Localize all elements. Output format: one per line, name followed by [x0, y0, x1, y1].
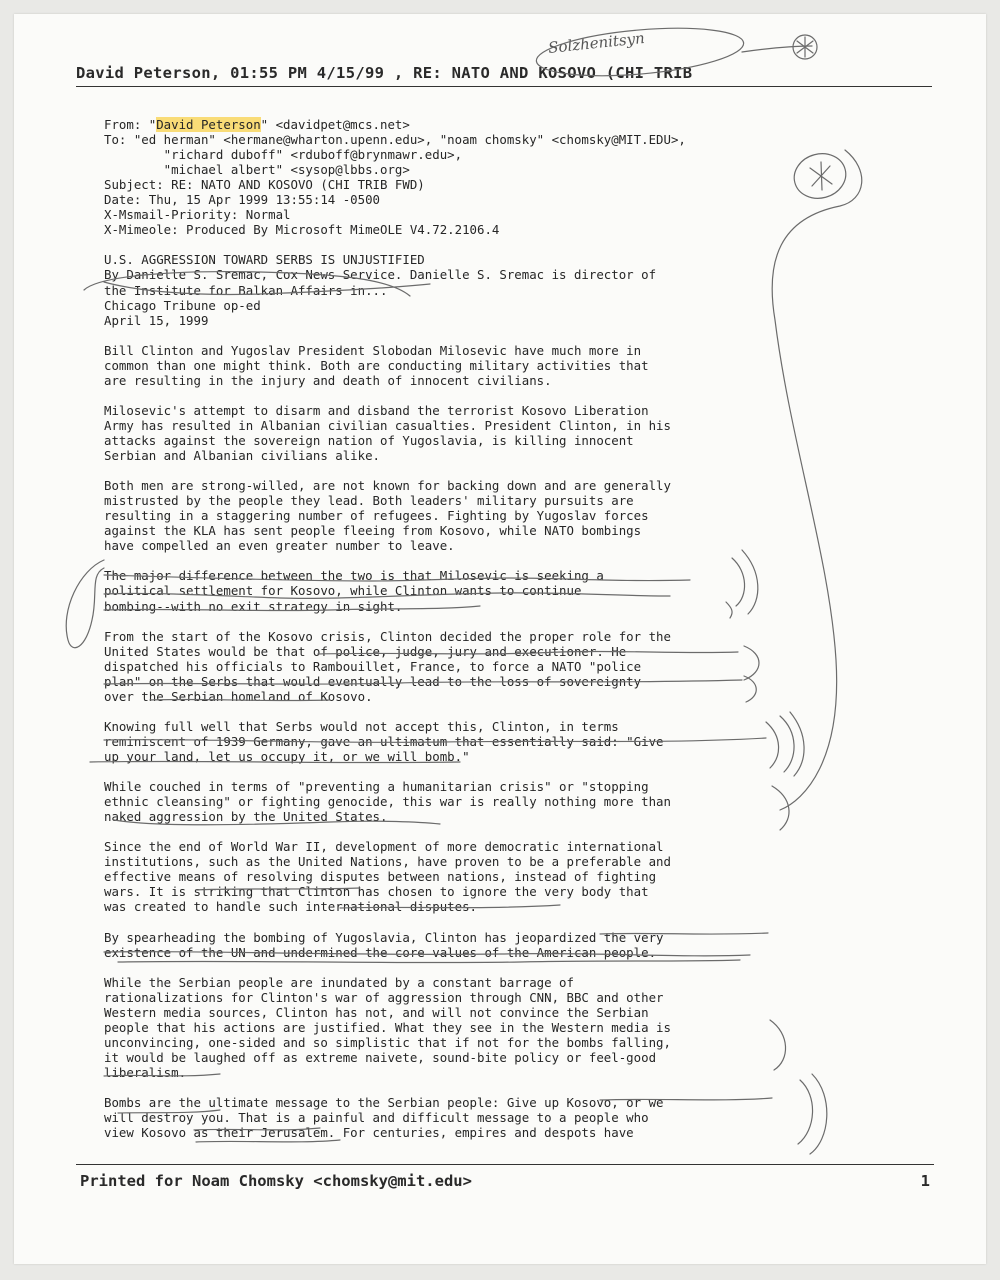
paragraph-line: While couched in terms of "preventing a humanitarian crisis" or "stopping — [104, 779, 649, 795]
paragraph-line: over the Serbian homeland of Kosovo. — [104, 688, 373, 704]
page-footer — [80, 1172, 930, 1190]
article-paragraph — [104, 930, 794, 960]
page-number: 1 — [920, 1172, 930, 1190]
paragraph-line: Bombs are the ultimate message to the Serbian people: Give up Kosovo, or we — [104, 1095, 664, 1111]
paragraph-line: liberalism. — [104, 1064, 187, 1080]
email-subject: Subject: RE: NATO AND KOSOVO (CHI TRIB FWD) — [104, 177, 425, 193]
article-paragraph — [104, 719, 794, 764]
paragraph-line: Western media sources, Clinton has not, and will not convince the Serbian — [104, 1004, 649, 1020]
paragraph-line: From the start of the Kosovo crisis, Clinton decided the proper role for the — [104, 628, 671, 644]
paragraph-line: have compelled an even greater number to leave. — [104, 538, 455, 554]
paragraph-line: up your land, let us occupy it, or we will bomb." — [104, 748, 470, 764]
paragraph-line: While the Serbian people are inundated by a constant barrage of — [104, 974, 574, 990]
article-paragraph — [104, 839, 794, 914]
paragraph-line: By spearheading the bombing of Yugoslavia, Clinton has jeopardized the very — [104, 929, 664, 945]
email-to-line: "michael albert" <sysop@lbbs.org> — [104, 162, 410, 178]
article-byline: the Institute for Balkan Affairs in... — [104, 282, 388, 298]
handwritten-note: Solzhenitsyn — [547, 28, 646, 58]
paragraph-line: view Kosovo as their Jerusalem. For centuries, empires and despots have — [104, 1125, 634, 1141]
paragraph-line: naked aggression by the United States. — [104, 809, 388, 825]
paragraph-line: plan" on the Serbs that would eventually lead to the loss of sovereignty — [104, 673, 642, 689]
email-date: Date: Thu, 15 Apr 1999 13:55:14 -0500 — [104, 192, 381, 208]
paragraph-line: institutions, such as the United Nations, have proven to be a preferable and — [104, 854, 671, 870]
article-date: April 15, 1999 — [104, 312, 209, 328]
paragraph-line: common than one might think. Both are conducting military activities that — [104, 357, 649, 373]
paragraph-line: Knowing full well that Serbs would not accept this, Clinton, in terms — [104, 718, 619, 734]
paragraph-line: Milosevic's attempt to disarm and disband the terrorist Kosovo Liberation — [104, 402, 649, 418]
article-paragraph — [104, 779, 794, 824]
header-rule — [76, 86, 932, 87]
paragraph-line: effective means of resolving disputes between nations, instead of fighting — [104, 869, 657, 885]
article-paragraph — [104, 478, 794, 553]
paragraph-line: Since the end of World War II, development of more democratic international — [104, 839, 664, 855]
printed-for-label: Printed for Noam Chomsky <chomsky@mit.edu> — [80, 1172, 472, 1190]
paragraph-line: reminiscent of 1939 Germany, gave an ultimatum that essentially said: "Give — [104, 733, 664, 749]
paragraph-line: Serbian and Albanian civilians alike. — [104, 448, 381, 464]
paragraph-line: wars. It is striking that Clinton has chosen to ignore the very body that — [104, 884, 649, 900]
page-header-title: David Peterson, 01:55 PM 4/15/99 , RE: NATO AND KOSOVO (CHI TRIB — [76, 64, 693, 82]
article-paragraph — [104, 568, 794, 613]
paragraph-line: resulting in a staggering number of refugees. Fighting by Yugoslav forces — [104, 508, 649, 524]
paragraph-line: Army has resulted in Albanian civilian casualties. President Clinton, in his — [104, 417, 671, 433]
paragraph-line: ethnic cleansing" or fighting genocide, this war is really nothing more than — [104, 794, 671, 810]
highlighted-sender-name: David Peterson — [156, 117, 261, 132]
article-paragraph — [104, 975, 794, 1080]
article-source: Chicago Tribune op-ed — [104, 297, 261, 313]
paragraph-line: attacks against the sovereign nation of Yugoslavia, is killing innocent — [104, 432, 634, 448]
article-paragraph — [104, 1095, 794, 1140]
paragraph-line: Both men are strong-willed, are not known for backing down and are generally — [104, 478, 671, 494]
document-body — [104, 117, 794, 1140]
email-to-line: To: "ed herman" <hermane@wharton.upenn.edu>, "noam chomsky" <chomsky@MIT.EDU>, — [104, 132, 686, 148]
footer-rule — [76, 1164, 934, 1165]
paragraph-line: The major difference between the two is that Milosevic is seeking a — [104, 568, 604, 584]
paragraph-line: United States would be that of police, judge, jury and executioner. He — [104, 643, 627, 659]
email-mimeole: X-Mimeole: Produced By Microsoft MimeOLE V4.72.2106.4 — [104, 222, 500, 238]
email-from: From: "David Peterson" <davidpet@mcs.net> — [104, 117, 410, 132]
paragraph-line: mistrusted by the people they lead. Both leaders' military pursuits are — [104, 493, 634, 509]
paragraph-line: will destroy you. That is a painful and difficult message to a people who — [104, 1110, 649, 1126]
paragraph-line: it would be laughed off as extreme naivete, sound-bite policy or feel-good — [104, 1049, 657, 1065]
paragraph-line: rationalizations for Clinton's war of aggression through CNN, BBC and other — [104, 989, 664, 1005]
paragraph-line: political settlement for Kosovo, while Clinton wants to continue — [104, 583, 582, 599]
paragraph-line: are resulting in the injury and death of innocent civilians. — [104, 372, 552, 388]
email-to-line: "richard duboff" <rduboff@brynmawr.edu>, — [104, 147, 463, 163]
paragraph-line: people that his actions are justified. What they see in the Western media is — [104, 1019, 671, 1035]
email-priority: X-Msmail-Priority: Normal — [104, 207, 291, 223]
paragraph-line: existence of the UN and undermined the core values of the American people. — [104, 944, 657, 960]
article-paragraph — [104, 403, 794, 463]
article-paragraph — [104, 343, 794, 388]
paragraph-line: dispatched his officials to Rambouillet, France, to force a NATO "police — [104, 658, 642, 674]
article-paragraph — [104, 629, 794, 704]
paragraph-line: bombing--with no exit strategy in sight. — [104, 598, 403, 614]
article-headline: U.S. AGGRESSION TOWARD SERBS IS UNJUSTIFIED — [104, 252, 425, 268]
article-paragraphs — [104, 328, 794, 1141]
paragraph-line: was created to handle such international disputes. — [104, 899, 477, 915]
paragraph-line: unconvincing, one-sided and so simplistic that if not for the bombs falling, — [104, 1034, 671, 1050]
paragraph-line: against the KLA has sent people fleeing from Kosovo, while NATO bombings — [104, 523, 642, 539]
paragraph-line: Bill Clinton and Yugoslav President Slobodan Milosevic have much more in — [104, 342, 642, 358]
article-byline: By Danielle S. Sremac, Cox News Service. Danielle S. Sremac is director of — [104, 267, 657, 283]
